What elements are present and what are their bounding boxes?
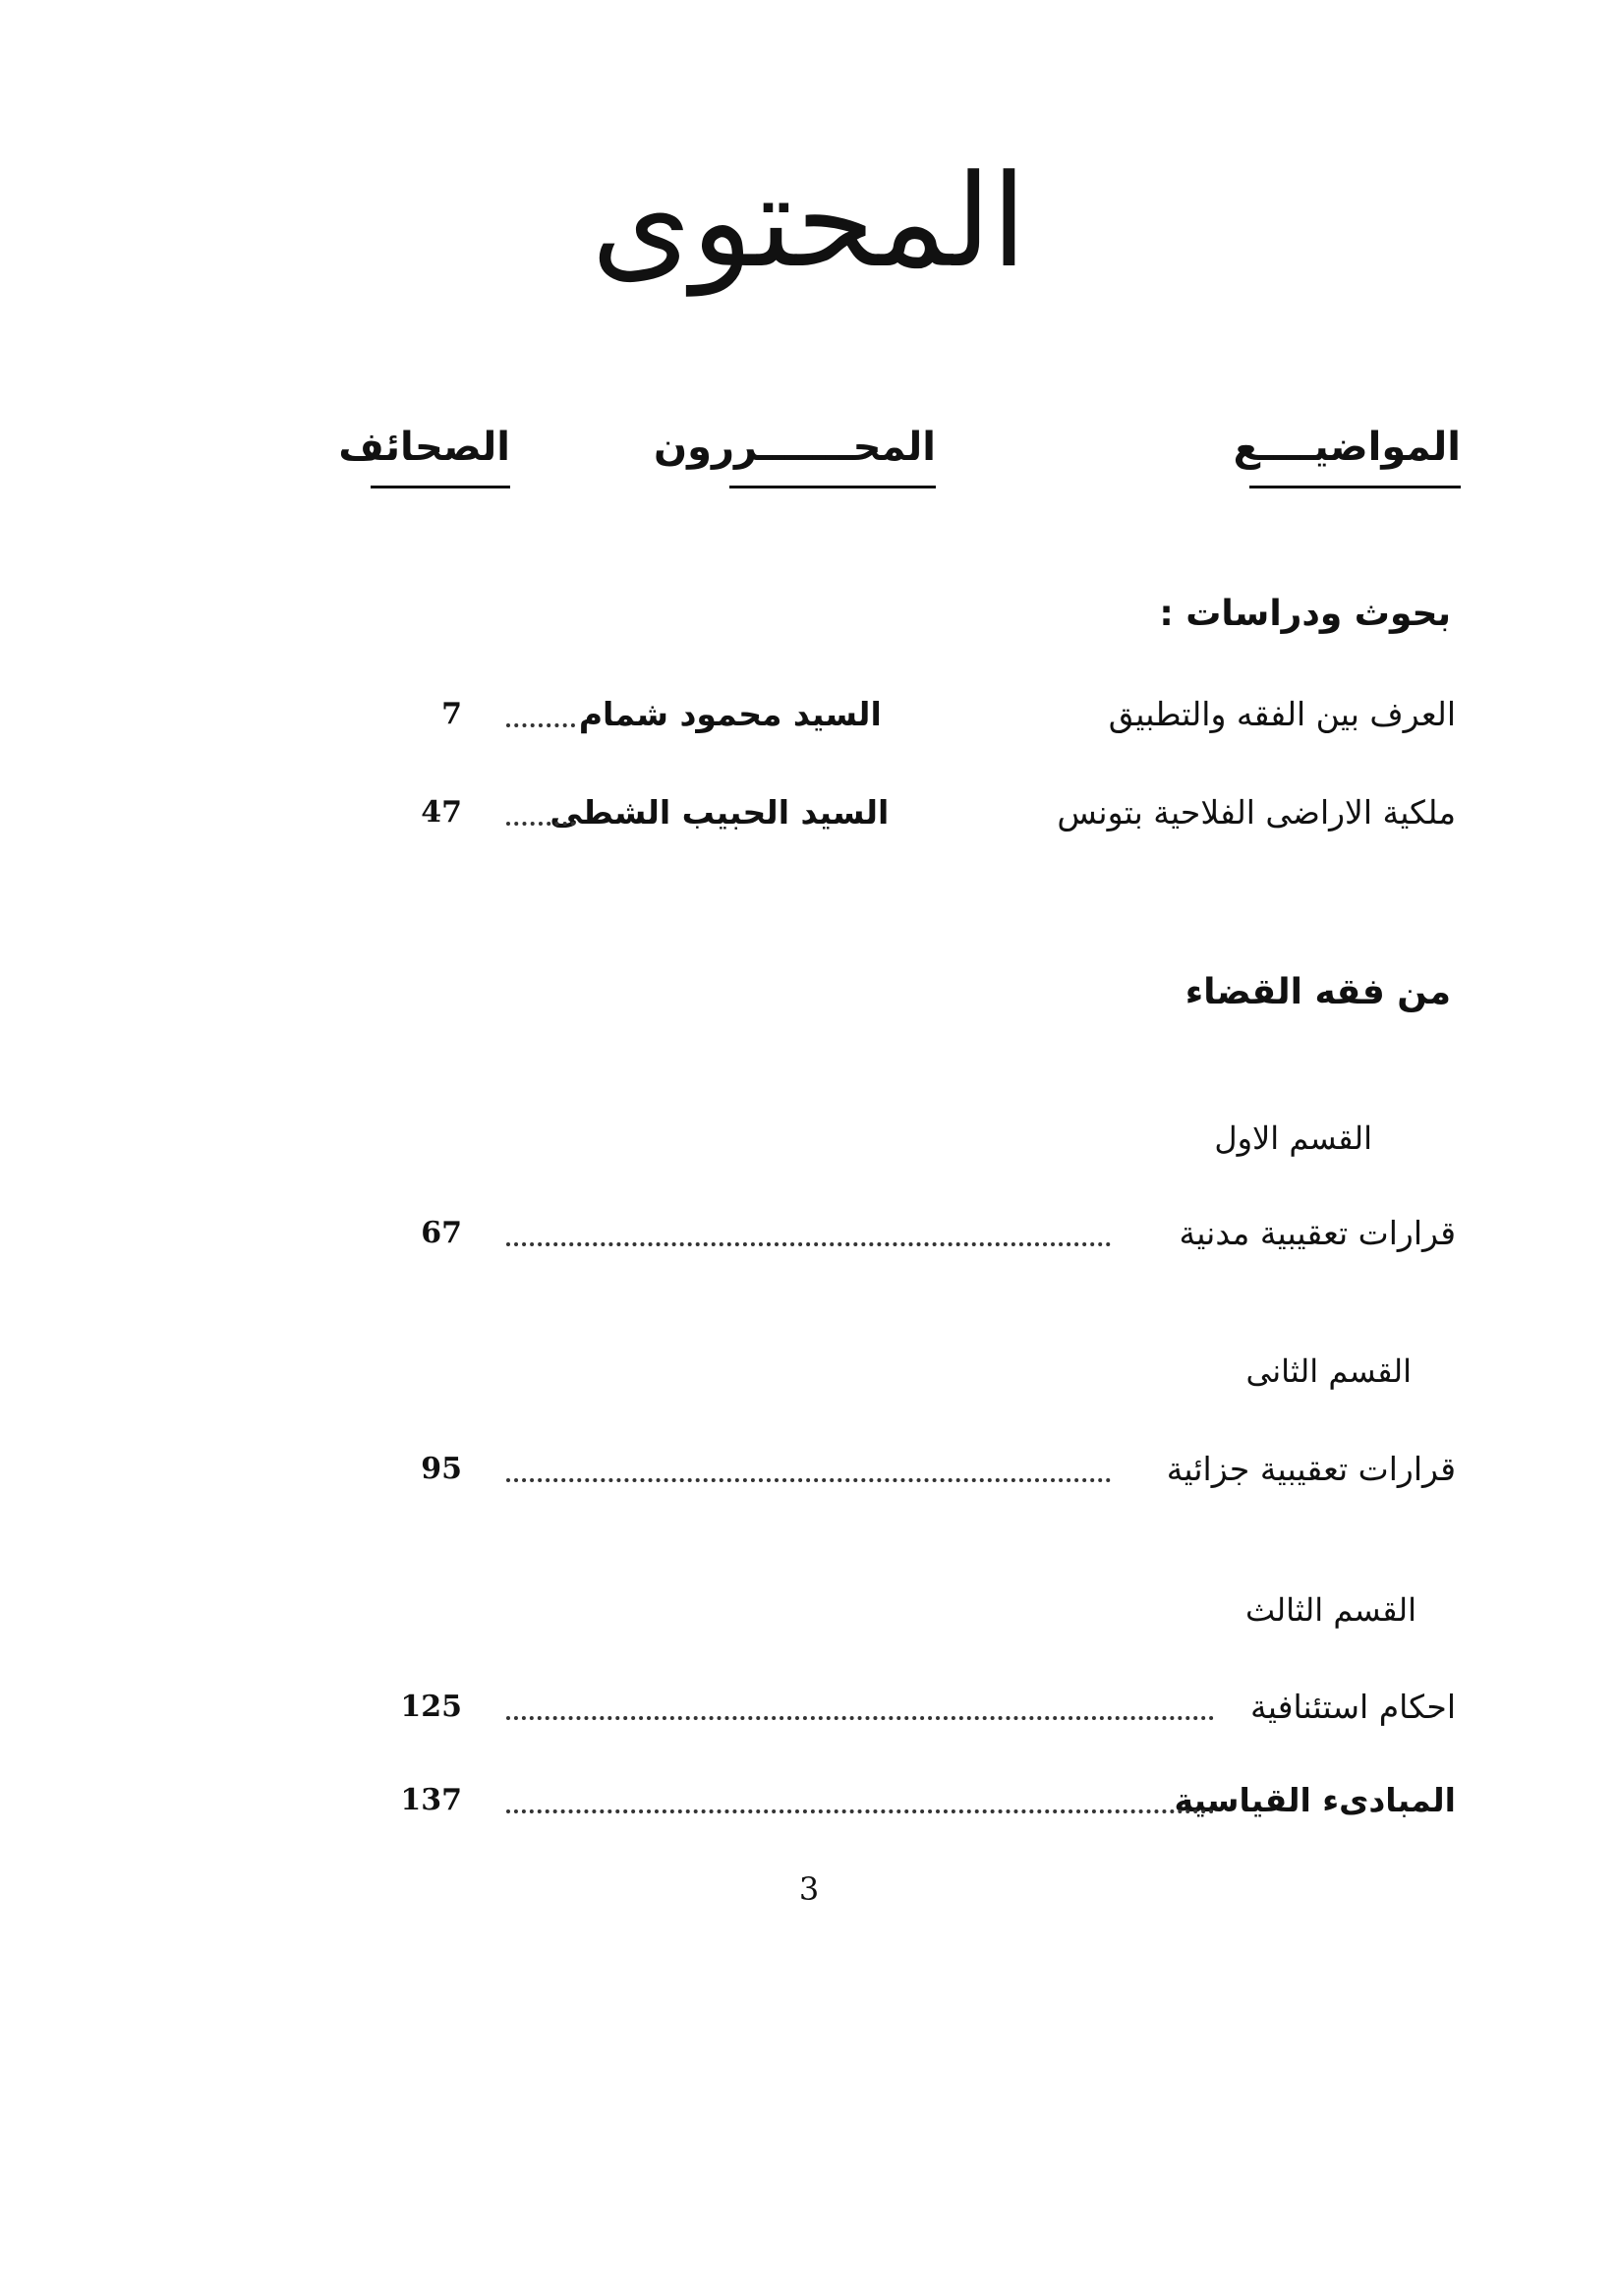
column-header-editors: المحـــــــررون <box>729 423 936 488</box>
toc-entry-page: 137 <box>400 1783 462 1817</box>
dot-leader <box>506 723 575 727</box>
toc-entry-title: قرارات تعقيبية مدنية <box>1179 1214 1456 1252</box>
toc-entry-title: قرارات تعقيبية جزائية <box>1166 1450 1456 1488</box>
page-number: 3 <box>798 1870 820 1908</box>
toc-entry-page: 7 <box>441 697 462 731</box>
toc-entry <box>393 1681 1456 1734</box>
part-label-2: القسم الثانى <box>1245 1352 1412 1390</box>
toc-entry-page: 47 <box>421 795 462 830</box>
toc-entry-page: 67 <box>421 1216 462 1250</box>
toc-entry-text <box>549 786 1456 839</box>
part-label-1: القسم الاول <box>1214 1119 1372 1157</box>
dot-leader <box>506 822 575 826</box>
toc-entry-page: 95 <box>421 1452 462 1486</box>
toc-entry-author: السيد الحبيب الشطى <box>549 793 890 832</box>
page-title: المحتوى <box>591 146 1027 296</box>
toc-entry-author: السيد محمود شمام <box>578 695 882 733</box>
column-header-pages: الصحائف <box>371 423 510 488</box>
section-heading-jurisprudence: من فقه القضاء <box>1185 972 1451 1012</box>
part-label-3: القسم الثالث <box>1244 1591 1416 1629</box>
dot-leader <box>506 1809 1214 1813</box>
dot-leader <box>506 1242 1111 1246</box>
toc-entry-text <box>579 688 1456 741</box>
section-heading-research: بحوث ودراسات : <box>1159 594 1451 634</box>
dot-leader <box>506 1478 1111 1482</box>
toc-entry <box>393 1207 1456 1260</box>
toc-entry <box>393 688 1456 741</box>
toc-entry-page: 125 <box>400 1690 462 1724</box>
toc-entry <box>393 786 1456 839</box>
column-header-topics: المواضيــــع <box>1249 423 1461 488</box>
toc-entry <box>393 1774 1456 1827</box>
toc-entry-title: ملكية الاراضى الفلاحية بتونس <box>1057 793 1456 832</box>
toc-entry-title: العرف بين الفقه والتطبيق <box>1108 695 1456 733</box>
toc-entry-title: المبادىء القياسية <box>1174 1781 1456 1819</box>
toc-entry <box>393 1443 1456 1496</box>
dot-leader <box>506 1716 1214 1720</box>
toc-entry-title: احكام استئنافية <box>1250 1688 1456 1726</box>
